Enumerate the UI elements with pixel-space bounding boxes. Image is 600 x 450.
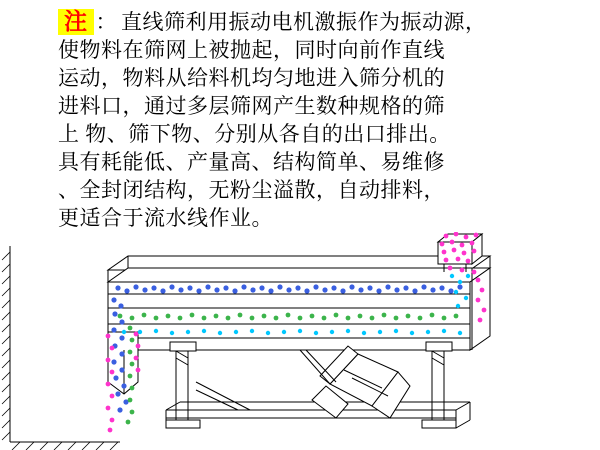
note-marker-label: 注 — [58, 9, 94, 35]
note-line-6: 具有耗能低、产量高、结构简单、易维修 — [58, 150, 445, 174]
note-line-row-7 — [58, 174, 566, 202]
note-line-5: 上 物、筛下物、分别从各自的出口排出。 — [58, 122, 451, 146]
note-text-block — [58, 6, 566, 230]
note-line-3: 运动，物料从给料机均匀地进入筛分机的 — [58, 66, 445, 90]
note-line-8: 更适合于流水线作业。 — [58, 206, 273, 230]
note-line-row-2 — [58, 34, 566, 62]
note-line-2: 使物料在筛网上被抛起，同时向前作直线 — [58, 38, 445, 62]
note-line-row-5 — [58, 118, 566, 146]
note-line-row-8 — [58, 202, 566, 230]
note-line-row-6 — [58, 146, 566, 174]
note-line-row-3 — [58, 62, 566, 90]
note-line-1: 直线筛利用振动电机激振作为振动源， — [121, 10, 487, 34]
note-line-4: 进料口，通过多层筛网产生数种规格的筛 — [58, 94, 445, 118]
note-line-7: 、全封闭结构，无粉尘溢散，自动排料， — [58, 178, 445, 202]
note-line-row-4 — [58, 90, 566, 118]
note-colon: ： — [95, 10, 117, 34]
note-first-line — [58, 6, 566, 34]
machine-diagram — [0, 232, 600, 450]
